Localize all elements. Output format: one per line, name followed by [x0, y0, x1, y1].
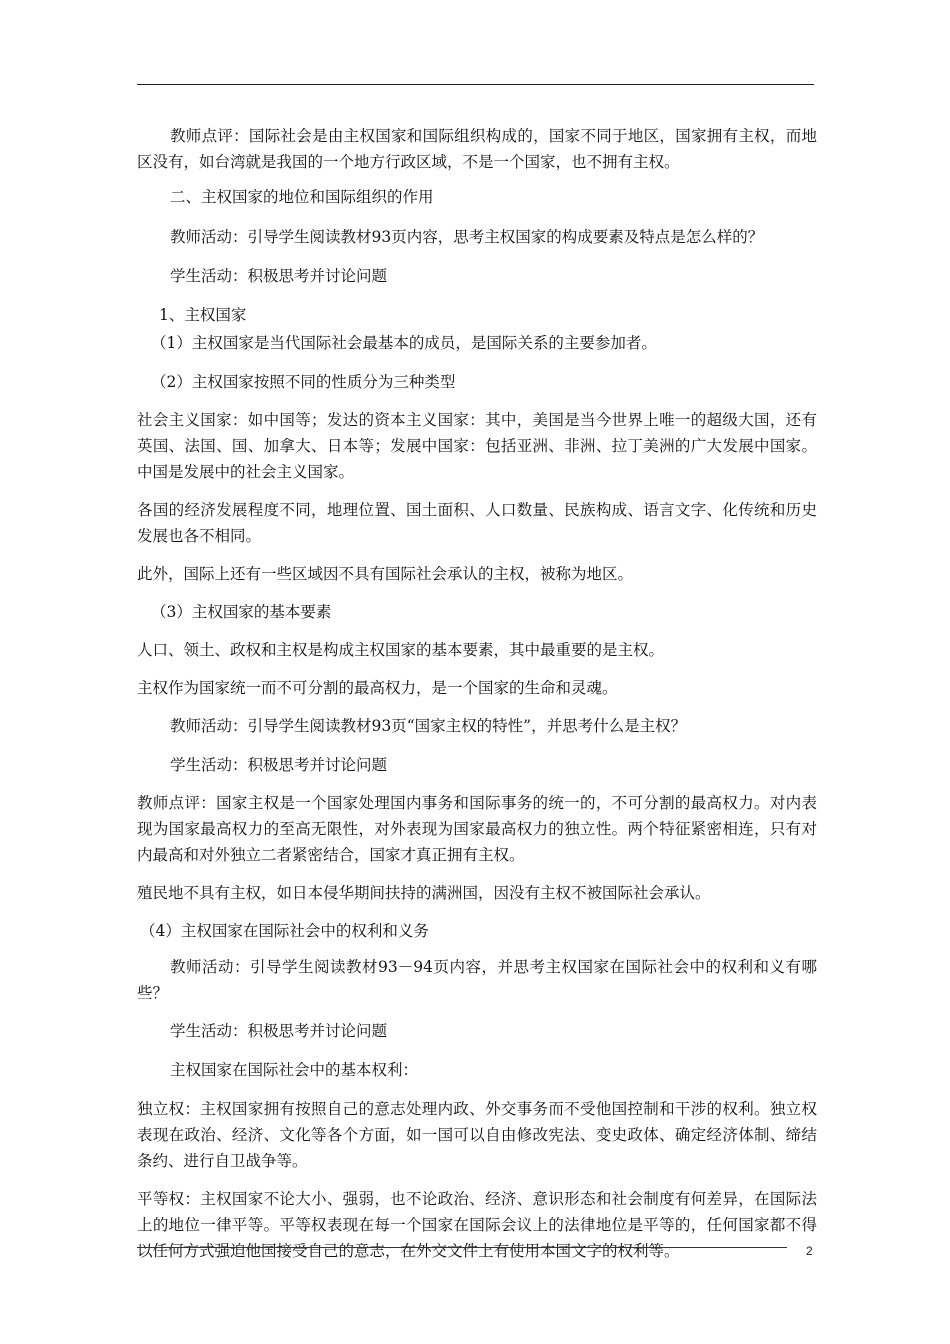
footer-rule: [137, 1247, 787, 1248]
paragraph-three-types: 社会主义国家：如中国等；发达的资本主义国家：其中，美国是当今世界上唯一的超级大国，还有英国、法国、国、加拿大、日本等；发展中国家：包括亚洲、非洲、拉丁美洲的广大发展中国家。中国是发展中的社会主义国家。: [137, 411, 817, 481]
paragraph-equality-right: 平等权：主权国家不论大小、强弱，也不论政治、经济、意识形态和社会制度有何差异，在国际法上的地位一律平等。平等权表现在每一个国家在国际会议上的法律地位是平等的，任何国家都不得以任何方式强迫他国接受自己的意志，在外交文件上有使用本国文字的权利等。: [137, 1190, 817, 1260]
paragraph-student-activity-1: 学生活动：积极思考并讨论问题: [170, 267, 388, 285]
paragraph-regions: 此外，国际上还有一些区域因不具有国际社会承认的主权，被称为地区。: [137, 565, 634, 583]
point-3: （3）主权国家的基本要素: [151, 603, 332, 621]
section-heading-2: 二、主权国家的地位和国际组织的作用: [170, 188, 434, 206]
subheading-sovereign-state: 1、主权国家: [159, 306, 247, 324]
header-rule: [137, 84, 814, 85]
paragraph-teacher-comment-2: 教师点评：国家主权是一个国家处理国内事务和国际事务的统一的，不可分割的最高权力。对内表现为国家最高权力的至高无限性，对外表现为国家最高权力的独立性。两个特征紧密相连，只有对内最高和对外独立二者紧密结合，国家才真正拥有主权。: [137, 794, 817, 864]
paragraph-basic-elements: 人口、领土、政权和主权是构成主权国家的基本要素，其中最重要的是主权。: [137, 641, 665, 659]
paragraph-colony: 殖民地不具有主权，如日本侵华期间扶持的满洲国，因没有主权不被国际社会承认。: [137, 884, 711, 902]
paragraph-differences: 各国的经济发展程度不同，地理位置、国土面积、人口数量、民族构成、语言文字、化传统和历史发展也各不相同。: [137, 501, 817, 545]
paragraph-teacher-activity-1: 教师活动：引导学生阅读教材93页内容，思考主权国家的构成要素及特点是怎么样的？: [170, 228, 764, 246]
paragraph-independence-right: 独立权：主权国家拥有按照自己的意志处理内政、外交事务而不受他国控制和干涉的权利。独立权表现在政治、经济、文化等各个方面，如一国可以自由修改宪法、变史政体、确定经济体制、缔结条约、进行自卫战争等。: [137, 1100, 817, 1170]
paragraph-student-activity-3: 学生活动：积极思考并讨论问题: [170, 1022, 388, 1040]
page-number: 2: [806, 1244, 813, 1258]
paragraph-teacher-activity-2: 教师活动：引导学生阅读教材93页“国家主权的特性”，并思考什么是主权？: [170, 717, 687, 735]
paragraph-student-activity-2: 学生活动：积极思考并讨论问题: [170, 756, 388, 774]
point-1: （1）主权国家是当代国际社会最基本的成员，是国际关系的主要参加者。: [151, 334, 657, 352]
point-4: （4）主权国家在国际社会中的权利和义务: [140, 922, 429, 940]
paragraph-teacher-activity-3: 教师活动：引导学生阅读教材93－94页内容，并思考主权国家在国际社会中的权利和义有哪些？: [137, 958, 817, 1002]
paragraph-sovereignty-soul: 主权作为国家统一而不可分割的最高权力，是一个国家的生命和灵魂。: [137, 679, 618, 697]
paragraph-teacher-comment-1: 教师点评：国际社会是由主权国家和国际组织构成的，国家不同于地区，国家拥有主权，而地区没有，如台湾就是我国的一个地方行政区域，不是一个国家，也不拥有主权。: [137, 127, 817, 171]
document-body: [137, 123, 817, 1264]
point-2: （2）主权国家按照不同的性质分为三种类型: [151, 373, 456, 391]
paragraph-basic-rights-heading: 主权国家在国际社会中的基本权利：: [170, 1061, 419, 1079]
